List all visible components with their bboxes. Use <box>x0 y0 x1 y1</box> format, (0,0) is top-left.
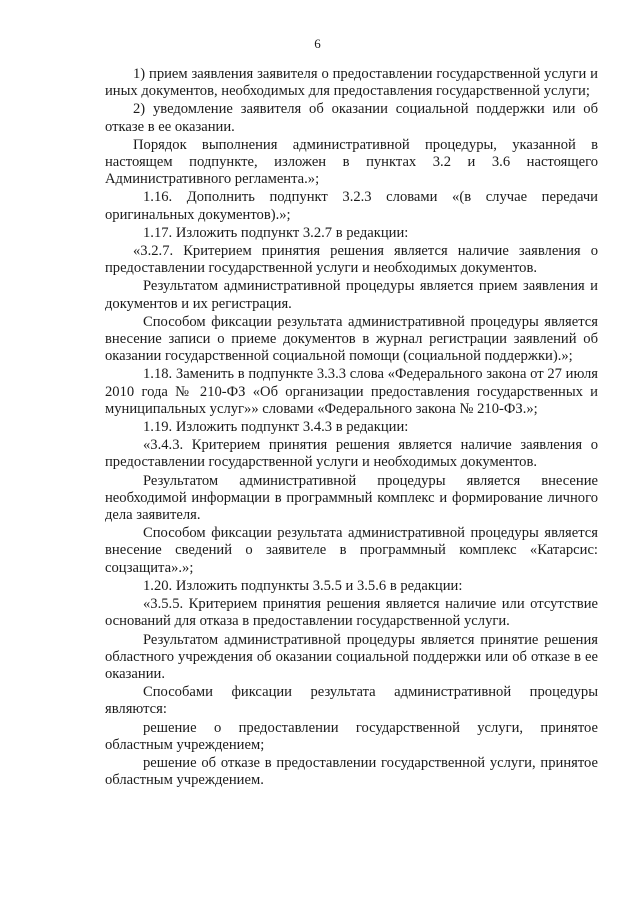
paragraph: Способом фиксации результата административной процедуры является внесение записи о приеме документов в журнал регистрации заявлений об оказании государственной социальной помощи (социальной поддержки).»; <box>105 313 598 365</box>
paragraph: Результатом административной процедуры является внесение необходимой информации в программный комплекс и формирование личного дела заявителя. <box>105 472 598 524</box>
paragraph: 2) уведомление заявителя об оказании социальной поддержки или об отказе в ее оказании. <box>105 101 598 135</box>
paragraph: решение о предоставлении государственной услуги, принятое областным учреждением; <box>105 719 598 753</box>
paragraph: Результатом административной процедуры является прием заявления и документов и их регистрация. <box>105 278 598 312</box>
paragraph: 1) прием заявления заявителя о предоставлении государственной услуги и иных документов, необходимых для предоставления государственной услуги; <box>105 66 598 100</box>
paragraph: 1.20. Изложить подпункты 3.5.5 и 3.5.6 в редакции: <box>143 577 463 594</box>
paragraph: 1.19. Изложить подпункт 3.4.3 в редакции: <box>143 419 409 436</box>
paragraph: 1.16. Дополнить подпункт 3.2.3 словами «(в случае передачи оригинальных документов).»; <box>105 189 598 223</box>
paragraph: Способом фиксации результата административной процедуры является внесение сведений о заявителе в программный комплекс «Катарсис: соцзащита».»; <box>105 525 598 576</box>
paragraph: Порядок выполнения административной процедуры, указанной в настоящем подпункте, изложен в пунктах 3.2 и 3.6 настоящего Административного регламента.»; <box>105 136 598 188</box>
paragraph: 1.18. Заменить в подпункте 3.3.3 слова «Федерального закона от 27 июля 2010 года № 210-ФЗ «Об организации предоставления государственных и муниципальных услуг»» словами «Федерального закона № 210-ФЗ.»; <box>105 366 598 417</box>
document-body <box>105 66 598 790</box>
page-number: 6 <box>314 36 321 51</box>
paragraph: «3.5.5. Критерием принятия решения является наличие или отсутствие оснований для отказа в предоставлении государственной услуги. <box>105 596 598 630</box>
paragraph: 1.17. Изложить подпункт 3.2.7 в редакции: <box>143 224 409 241</box>
paragraph: «3.2.7. Критерием принятия решения является наличие заявления о предоставлении государственной услуги и необходимых документов. <box>105 243 598 277</box>
paragraph: решение об отказе в предоставлении государственной услуги, принятое областным учреждением. <box>105 754 598 789</box>
paragraph: «3.4.3. Критерием принятия решения является наличие заявления о предоставлении государственной услуги и необходимых документов. <box>105 437 598 471</box>
paragraph: Способами фиксации результата административной процедуры являются: <box>105 684 598 718</box>
paragraph: Результатом административной процедуры является принятие решения областного учреждения об оказании социальной поддержки или об отказе в ее оказании. <box>105 631 598 682</box>
